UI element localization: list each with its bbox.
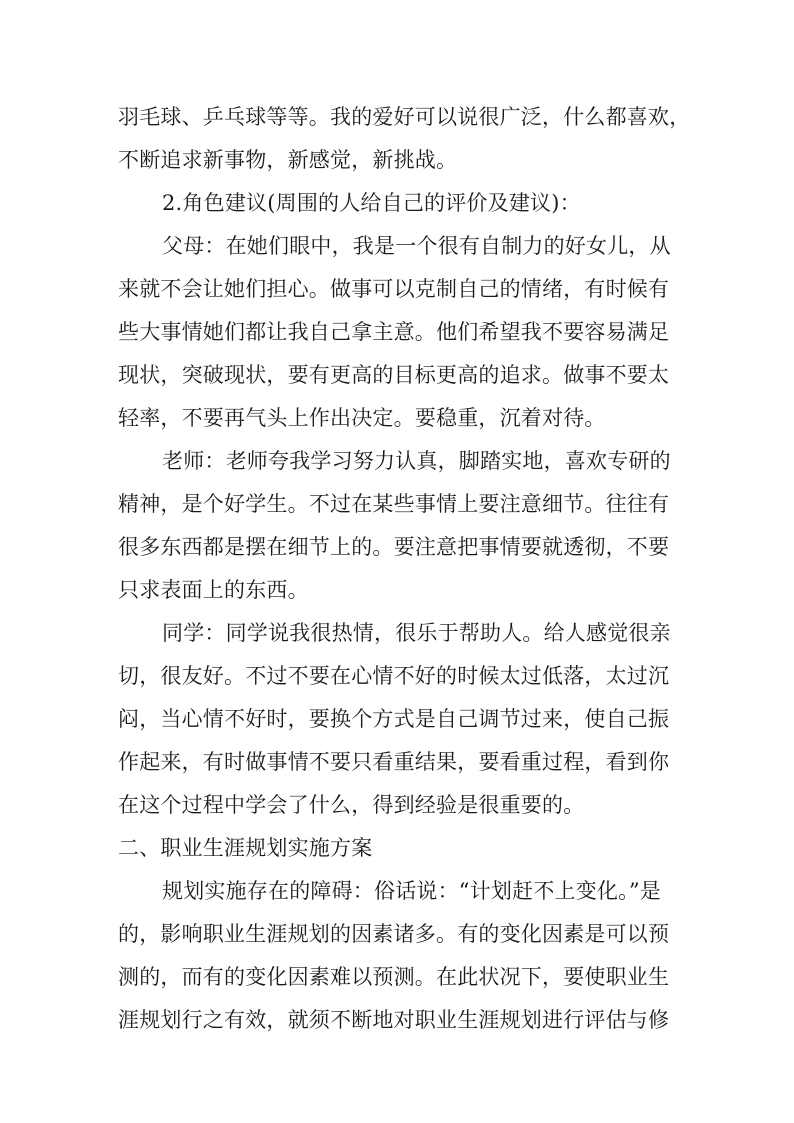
section-subheading: 2.角色建议(周围的人给自己的评价及建议)：	[162, 191, 581, 215]
text-line: 作起来，有时做事情不要只看重结果，要看重过程，看到你	[118, 750, 670, 774]
text-line: 父母：在她们眼中，我是一个很有自制力的好女儿，从	[162, 234, 671, 258]
text-line: 很多东西都是摆在细节上的。要注意把事情要就透彻，不要	[118, 535, 670, 559]
text-line: 在这个过程中学会了什么，得到经验是很重要的。	[118, 793, 585, 817]
text-line: 涯规划行之有效，就须不断地对职业生涯规划进行评估与修	[118, 1008, 670, 1032]
text-line: 闷，当心情不好时，要换个方式是自己调节过来，使自己振	[118, 707, 670, 731]
text-line: 羽毛球、乒乓球等等。我的爱好可以说很广泛，什么都喜欢，	[118, 105, 691, 129]
text-line: 些大事情她们都让我自己拿主意。他们希望我不要容易满足	[118, 320, 670, 344]
text-line: 轻率，不要再气头上作出决定。要稳重，沉着对待。	[118, 406, 606, 430]
text-line: 不断追求新事物，新感觉，新挑战。	[118, 148, 458, 172]
text-line: 老师：老师夸我学习努力认真，脚踏实地，喜欢专研的	[162, 449, 671, 473]
text-line: 同学：同学说我很热情，很乐于帮助人。给人感觉很亲	[162, 621, 671, 645]
text-line: 的，影响职业生涯规划的因素诸多。有的变化因素是可以预	[118, 922, 670, 946]
text-line: 现状，突破现状，要有更高的目标更高的追求。做事不要太	[118, 363, 670, 387]
text-line: 只求表面上的东西。	[118, 578, 309, 602]
text-line: 精神，是个好学生。不过在某些事情上要注意细节。往往有	[118, 492, 670, 516]
text-line: 切，很友好。不过不要在心情不好的时候太过低落，太过沉	[118, 664, 670, 688]
text-line: 规划实施存在的障碍：俗话说：“计划赶不上变化。”是	[162, 879, 661, 903]
section-heading: 二、职业生涯规划实施方案	[118, 836, 373, 860]
text-line: 来就不会让她们担心。做事可以克制自己的情绪，有时候有	[118, 277, 670, 301]
text-line: 测的，而有的变化因素难以预测。在此状况下，要使职业生	[118, 965, 670, 989]
